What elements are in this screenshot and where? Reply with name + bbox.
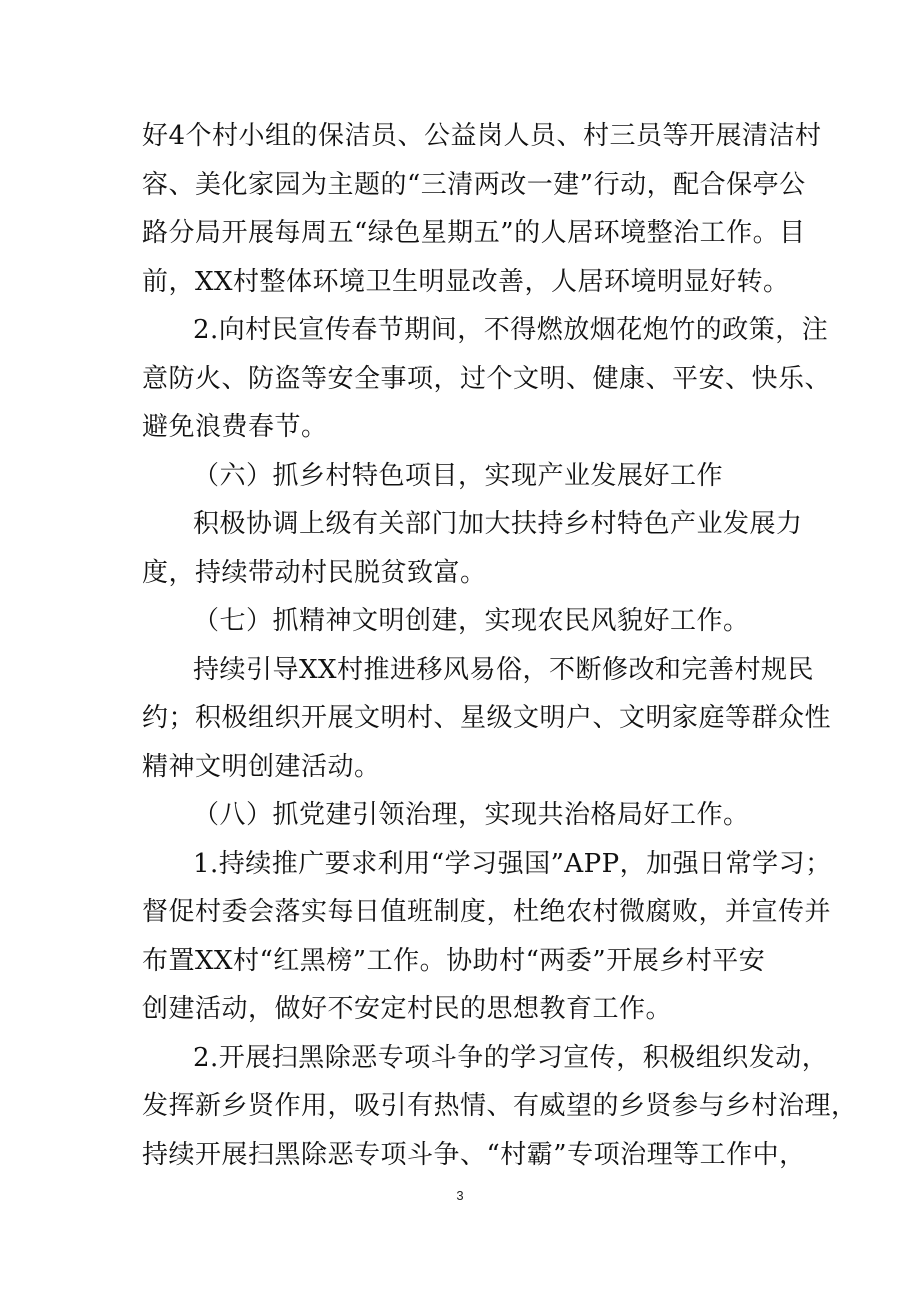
section-heading: （八）抓党建引领治理，实现共治格局好工作。 [193, 800, 750, 830]
text-line: 持续引导XX村推进移风易俗，不断修改和完善村规民 [193, 655, 815, 685]
text-line: 前，XX村整体环境卫生明显改善，人居环境明显好转。 [142, 267, 790, 297]
text-line: 2.开展扫黑除恶专项斗争的学习宣传，积极组织发动， [193, 1043, 829, 1073]
text-line: 好4个村小组的保洁员、公益岗人员、村三员等开展清洁村 [142, 121, 822, 151]
text-line: 避免浪费春节。 [142, 412, 328, 442]
text-line: 布置XX村“红黑榜”工作。协助村“两委”开展乡村平安 [142, 946, 766, 976]
text-line: 精神文明创建活动。 [142, 752, 381, 782]
text-line: 度，持续带动村民脱贫致富。 [142, 558, 487, 588]
text-line: 积极协调上级有关部门加大扶持乡村特色产业发展力 [193, 509, 803, 539]
text-line: 意防火、防盗等安全事项，过个文明、健康、平安、快乐、 [142, 364, 832, 394]
page-number: 3 [456, 1188, 464, 1203]
section-heading: （七）抓精神文明创建，实现农民风貌好工作。 [193, 606, 750, 636]
text-line: 创建活动，做好不安定村民的思想教育工作。 [142, 994, 673, 1024]
text-line: 2.向村民宣传春节期间，不得燃放烟花炮竹的政策，注 [193, 315, 829, 345]
text-line: 1.持续推广要求利用“学习强国”APP，加强日常学习； [193, 849, 832, 879]
text-line: 路分局开展每周五“绿色星期五”的人居环境整治工作。目 [142, 218, 806, 248]
section-heading: （六）抓乡村特色项目，实现产业发展好工作 [193, 461, 724, 491]
text-line: 持续开展扫黑除恶专项斗争、“村霸”专项治理等工作中， [142, 1140, 806, 1170]
text-line: 发挥新乡贤作用，吸引有热情、有威望的乡贤参与乡村治理， [142, 1091, 858, 1121]
text-line: 容、美化家园为主题的“三清两改一建”行动，配合保亭公 [142, 170, 806, 200]
text-line: 约；积极组织开展文明村、星级文明户、文明家庭等群众性 [142, 703, 832, 733]
text-line: 督促村委会落实每日值班制度，杜绝农村微腐败，并宣传并 [142, 897, 832, 927]
